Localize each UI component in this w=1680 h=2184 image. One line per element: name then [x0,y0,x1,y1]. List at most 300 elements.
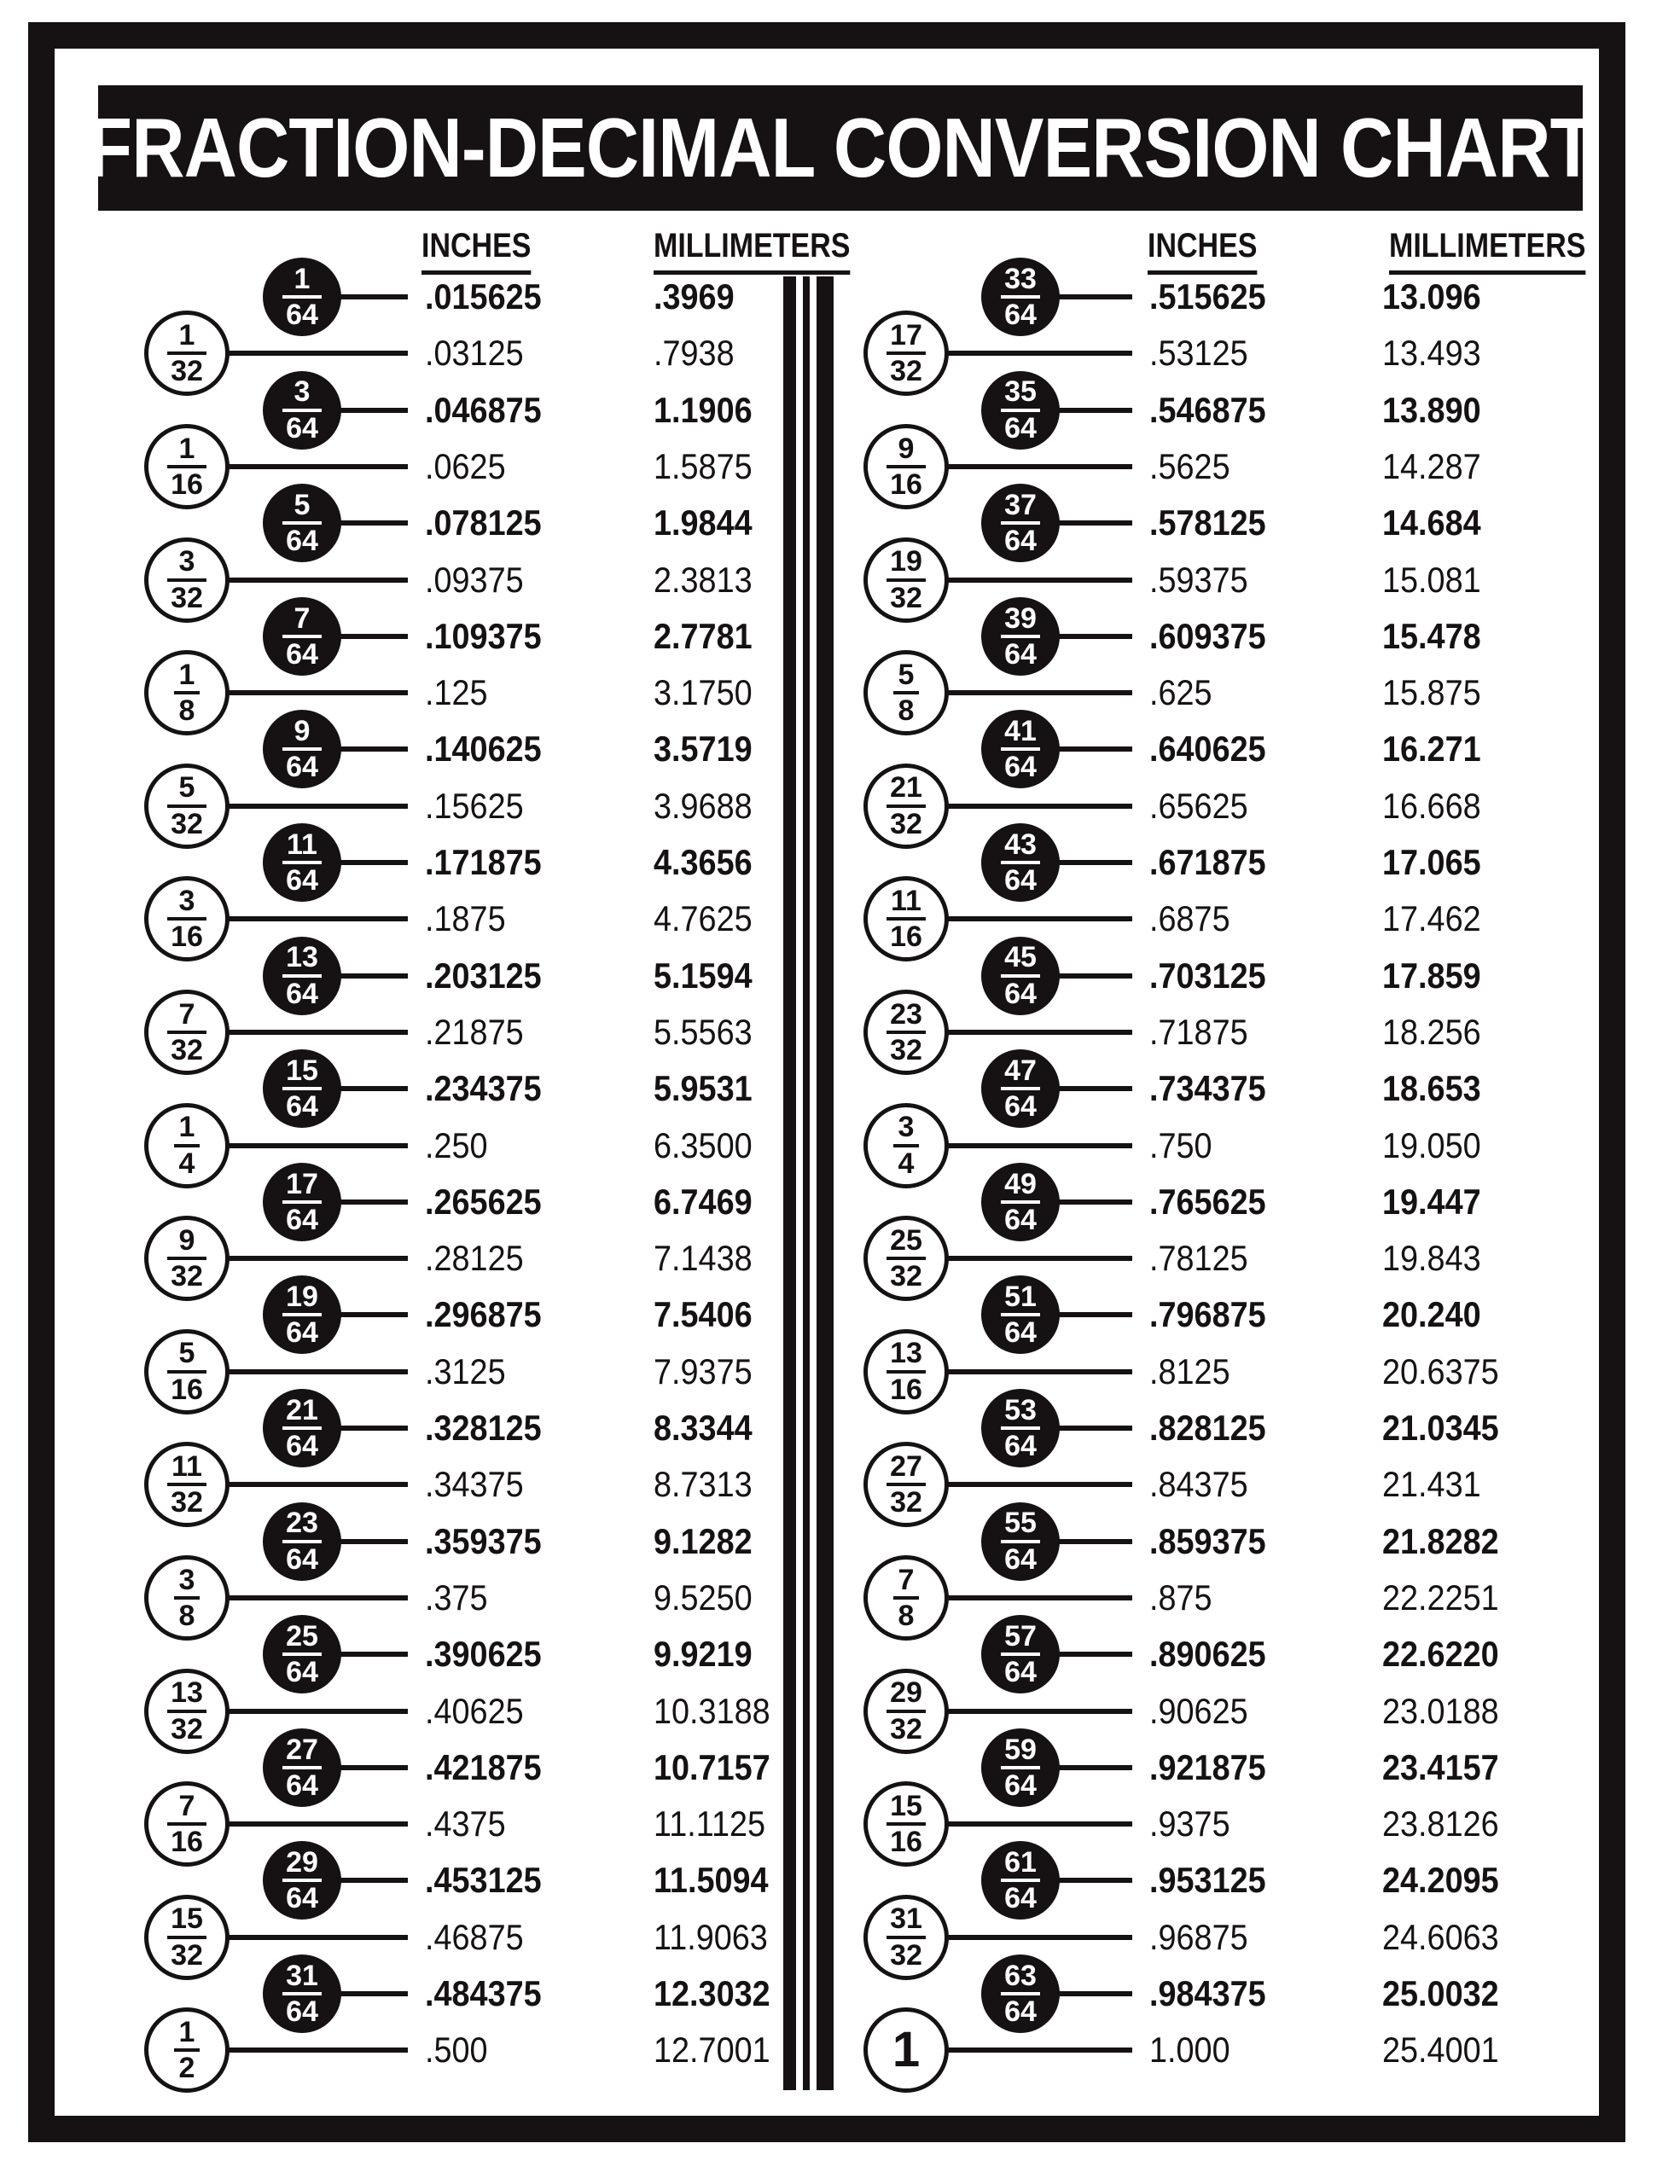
inches-value [1149,1350,1239,1393]
inches-value-text: .953125 [1149,1860,1266,1901]
mm-value-text: 14.684 [1382,502,1481,543]
fraction-badge [263,1955,341,2033]
inches-value-text: .484375 [425,1973,542,2013]
connector-line [1056,746,1132,752]
fraction-numerator: 37 [1004,488,1037,521]
inches-value [1149,502,1279,544]
fraction-numerator: 23 [286,1507,318,1540]
fraction-numerator: 29 [286,1846,318,1879]
connector-line [226,2048,408,2053]
mm-value-text: 13.096 [1382,276,1481,317]
mm-value-text: 19.447 [1382,1181,1481,1222]
mm-value [1382,1746,1512,1789]
fraction-badge [981,823,1060,902]
fraction-denominator: 64 [286,864,318,897]
fraction-badge [144,990,230,1075]
fraction-numerator: 51 [1004,1281,1037,1314]
inches-value [425,1577,495,1619]
fraction-badge [263,937,341,1015]
connector-line [945,1369,1132,1374]
fraction-denominator: 32 [171,581,203,614]
fraction-denominator: 64 [286,525,318,558]
mm-value [654,2029,783,2071]
connector-line [1056,973,1132,979]
mm-value [1382,897,1491,940]
mm-value-text: 16.271 [1382,729,1481,770]
fraction-numerator: 23 [890,997,922,1031]
mm-value-text: 15.081 [1382,559,1481,600]
fraction-badge [144,1669,230,1754]
fraction-denominator: 32 [890,807,922,840]
mm-value-text: 12.7001 [654,2030,770,2071]
millimeters-header-right [1389,227,1620,275]
mm-value-text: 13.890 [1382,389,1481,430]
inches-value-text: .40625 [425,1690,524,1731]
fraction-denominator: 64 [286,1430,318,1462]
fraction-badge [263,1841,341,1920]
connector-line [945,1595,1132,1600]
fraction-numerator: 9 [178,1223,195,1257]
fraction-badge [263,710,341,788]
fraction-denominator: 64 [1004,1656,1037,1689]
connector-line [945,578,1132,583]
inches-value [1149,445,1239,488]
inches-value [1149,1746,1279,1789]
fraction-badge [144,650,230,735]
fraction-badge [863,1781,949,1867]
inches-value [1149,841,1279,884]
inches-value [1149,389,1279,432]
inches-value [1149,276,1279,318]
inches-value [425,559,534,601]
mm-value-text: 5.5563 [654,1011,753,1052]
connector-line [338,1539,408,1544]
fraction-bar [893,1144,919,1147]
fraction-badge [263,597,341,676]
fraction-badge [144,2007,230,2093]
inches-value [425,841,555,884]
inches-value-text: .250 [425,1124,488,1165]
fraction-numerator: 25 [890,1223,922,1257]
fraction-bar [167,578,206,582]
fraction-badge [863,311,949,396]
fraction-denominator: 16 [890,468,922,501]
mm-value-text: .7938 [654,333,735,374]
fraction-badge [263,258,341,336]
inches-value [425,2029,495,2071]
inches-value [1149,1067,1279,1110]
fraction-denominator: 32 [171,1486,203,1519]
mm-value-text: 13.493 [1382,333,1481,374]
mm-value [1382,445,1491,488]
fraction-numerator: 3 [898,1111,915,1144]
inches-value-text: .53125 [1149,333,1248,374]
connector-line [1056,294,1132,299]
connector-line [1056,1086,1132,1091]
fraction-numerator: 1 [178,319,195,351]
mm-value [654,502,763,544]
fraction-numerator: 31 [890,1902,922,1936]
fraction-badge [981,1389,1060,1467]
connector-line [1056,1652,1132,1657]
fraction-numerator: 1 [294,262,311,295]
fraction-badge [981,1728,1060,1807]
inches-value-text: .34375 [425,1464,524,1505]
fraction-denominator: 64 [286,1090,318,1124]
millimeters-header-left-label: MILLIMETERS [654,227,850,275]
fraction-bar [174,1144,200,1147]
mm-value-text: 5.9531 [654,1068,753,1109]
fraction-numerator: 13 [286,941,318,974]
mm-value-text: 16.668 [1382,785,1481,826]
inches-value-text: .0625 [425,445,506,486]
fraction-numerator: 7 [898,1563,915,1596]
fraction-denominator: 4 [178,1147,195,1180]
title-bar [87,85,1595,211]
mm-value [654,1237,763,1280]
connector-line [338,746,408,752]
fraction-denominator: 32 [890,1260,922,1293]
fraction-numerator: 5 [898,658,915,691]
mm-value [654,276,743,318]
fraction-badge [981,1955,1060,2033]
inches-value-text: .8125 [1149,1350,1230,1391]
connector-line [945,1935,1132,1940]
inches-value [1149,1293,1279,1336]
mm-value [1382,1350,1512,1393]
fraction-denominator: 16 [890,1373,922,1406]
mm-value [1382,332,1491,375]
inches-value-text: .265625 [425,1181,542,1222]
mm-value-text: 23.8126 [1382,1804,1499,1844]
fraction-denominator: 64 [286,1882,318,1915]
inches-value [1149,897,1239,940]
fraction-badge [863,2007,949,2093]
fraction-numerator: 63 [1004,1959,1037,1992]
connector-line [338,634,408,639]
mm-value-text: 11.5094 [654,1860,769,1901]
fraction-numerator: 59 [1004,1733,1037,1766]
inches-value-text: .6875 [1149,898,1230,939]
inches-value [425,389,555,432]
connector-line [1056,520,1132,526]
inches-value [425,1124,495,1167]
fraction-badge [863,1555,949,1641]
fraction-badge [981,937,1060,1015]
fraction-badge [981,597,1060,676]
inches-header-left [421,227,550,275]
fraction-numerator: 3 [178,1563,195,1596]
fraction-badge [263,823,341,902]
connector-line [1056,860,1132,865]
connector-line [1056,1539,1132,1544]
fraction-denominator: 16 [171,1373,203,1406]
mm-value-text: 5.1594 [654,955,753,996]
fraction-badge [863,876,949,961]
inches-value [1149,671,1219,714]
fraction-denominator: 8 [178,1599,195,1632]
inches-value-text: .78125 [1149,1238,1248,1279]
mm-value-text: 8.3344 [654,1408,753,1448]
inches-value-text: .109375 [425,615,542,656]
inches-value-text: .750 [1149,1124,1212,1165]
connector-line [338,408,408,413]
fraction-numerator: 57 [1004,1619,1037,1653]
mm-value [1382,671,1491,714]
inches-value-text: .796875 [1149,1294,1266,1335]
fraction-badge [981,1275,1060,1354]
fraction-badge [863,1216,949,1301]
fraction-denominator: 8 [178,694,195,728]
millimeters-header-left [654,227,885,275]
connector-line [226,351,408,356]
connector-line [226,464,408,469]
fraction-numerator: 11 [891,885,921,917]
inches-value [425,1237,534,1280]
inches-value-text: .96875 [1149,1916,1248,1957]
mm-value [654,1181,763,1223]
inches-value-text: .71875 [1149,1011,1248,1052]
connector-line [945,690,1132,695]
inches-value [425,1633,555,1676]
fraction-denominator: 64 [1004,1316,1037,1350]
inches-value [425,1972,555,2015]
mm-value [654,1916,781,1959]
connector-line [945,1482,1132,1487]
connector-line [338,294,408,299]
fraction-badge [981,371,1060,450]
inches-value-text: .359375 [425,1520,542,1561]
fraction-denominator: 32 [171,807,203,840]
fraction-numerator: 1 [178,432,195,465]
connector-line [226,1369,408,1374]
fraction-numerator: 45 [1004,941,1037,974]
connector-line [1056,408,1132,413]
mm-value-text: 15.875 [1382,672,1481,713]
mm-value [654,389,763,432]
fraction-denominator: 64 [286,637,318,671]
mm-value-text: 3.1750 [654,672,753,713]
fraction-numerator: 43 [1004,828,1037,861]
inches-value-text: .734375 [1149,1068,1266,1109]
inches-value [425,332,534,375]
connector-line [226,1935,408,1940]
mm-value-text: 25.4001 [1382,2030,1499,2071]
mm-value-text: 1.5875 [654,445,753,486]
mm-value [654,615,763,658]
mm-value [1382,1463,1491,1506]
fraction-badge [981,1841,1060,1920]
inches-value [425,445,514,488]
fraction-denominator: 64 [1004,299,1037,331]
connector-line [1056,1765,1132,1770]
fraction-denominator: 64 [1004,751,1037,784]
fraction-badge [981,1163,1060,1241]
mm-value-text: 24.6063 [1382,1916,1499,1957]
fraction-bar [282,1540,322,1543]
mm-value-text: 14.287 [1382,445,1481,486]
inches-value [1149,1520,1279,1563]
fraction-denominator: 16 [171,1826,203,1859]
mm-value-text: 23.4157 [1382,1746,1499,1787]
mm-value [1382,1237,1491,1280]
mm-value-text: 17.065 [1382,842,1481,882]
mm-value [1382,502,1491,544]
fraction-numerator: 1 [178,658,195,691]
inches-value-text: .859375 [1149,1520,1266,1561]
mm-value-text: 9.9219 [654,1634,753,1675]
fraction-numerator: 35 [1004,375,1037,409]
inches-value-text: .671875 [1149,842,1266,882]
fraction-numerator: 9 [294,715,311,748]
inches-value [425,671,495,714]
mm-value-text: 21.431 [1382,1464,1481,1505]
fraction-numerator: 25 [286,1619,318,1653]
connector-line [338,1426,408,1431]
fraction-badge [981,1502,1060,1581]
connector-line [945,1143,1132,1148]
fraction-denominator: 8 [898,1599,915,1632]
connector-line [945,464,1132,469]
inches-value-text: .703125 [1149,955,1266,996]
fraction-denominator: 64 [1004,411,1037,444]
connector-line [945,916,1132,921]
fraction-numerator: 5 [178,771,195,804]
millimeters-header-right-label: MILLIMETERS [1389,227,1585,275]
fraction-denominator: 64 [286,977,318,1010]
mm-value-text: 2.7781 [654,615,753,656]
mm-value-text: 1.9844 [654,502,753,543]
mm-value [654,1011,763,1054]
fraction-badge [863,1895,949,1980]
inches-value [425,728,555,770]
inches-value [1149,1011,1259,1054]
fraction-badge [863,650,949,735]
mm-value-text: 7.5406 [654,1294,753,1335]
fraction-badge [144,1103,230,1188]
fraction-denominator: 32 [890,581,922,614]
mm-value-text: 1.1906 [654,389,753,430]
inches-value [1149,1181,1279,1223]
connector-line [226,690,408,695]
inches-value-text: .28125 [425,1238,524,1279]
fraction-numerator: 53 [1004,1393,1037,1426]
inches-value-text: .59375 [1149,559,1248,600]
fraction-denominator: 64 [286,1542,318,1576]
mm-value [1382,559,1491,601]
inches-value [425,1350,514,1393]
inches-value-text: .234375 [425,1068,542,1109]
fraction-denominator: 64 [286,751,318,784]
fraction-numerator: 39 [1004,601,1037,635]
fraction-denominator: 16 [171,468,203,501]
mm-value-text: 22.2251 [1382,1577,1499,1618]
connector-line [226,804,408,809]
mm-value [654,1520,763,1563]
connector-line [226,1256,408,1261]
fraction-denominator: 64 [1004,1882,1037,1915]
inches-value-text: .765625 [1149,1181,1266,1222]
fraction-numerator: 7 [178,1789,195,1822]
fraction-numerator: 7 [294,601,311,635]
connector-line [1056,1991,1132,1996]
mm-value [1382,1577,1512,1619]
mm-value [1382,1293,1491,1336]
fraction-badge [863,1669,949,1754]
connector-line [945,2048,1132,2053]
connector-line [226,916,408,921]
inches-value [425,1067,555,1110]
mm-value [654,1577,763,1619]
fraction-denominator: 32 [890,1938,922,1972]
fraction-badge [263,484,341,562]
fraction-numerator: 17 [286,1167,318,1200]
mm-value [1382,955,1491,997]
fraction-whole-number: 1 [892,2022,921,2078]
fraction-badge [863,537,949,623]
fraction-denominator: 64 [1004,637,1037,671]
fraction-bar [282,974,322,978]
inches-value [425,1690,534,1733]
inches-value-text: .90625 [1149,1690,1248,1731]
inches-value [425,1746,555,1789]
mm-value [654,1633,763,1676]
inches-value [1149,1124,1219,1167]
fraction-denominator: 2 [178,2052,195,2085]
connector-line [338,973,408,979]
fraction-numerator: 3 [178,885,195,917]
fraction-denominator: 32 [890,1033,922,1066]
mm-value-text: 24.2095 [1382,1860,1499,1901]
fraction-denominator: 16 [890,1826,922,1859]
connector-line [226,1143,408,1148]
connector-line [338,860,408,865]
mm-value [1382,1067,1491,1110]
inches-value-text: .875 [1149,1577,1212,1618]
connector-line [338,1878,408,1883]
inches-value-text: .328125 [425,1408,542,1448]
mm-value-text: 6.3500 [654,1124,753,1165]
fraction-denominator: 4 [898,1147,915,1180]
inches-value [425,1463,534,1506]
inches-value-text: .03125 [425,333,524,374]
fraction-badge [144,1442,230,1527]
fraction-badge [863,1103,949,1188]
inches-value [1149,1407,1279,1449]
mm-value [654,332,743,375]
inches-value-text: .500 [425,2030,488,2071]
mm-value [654,671,763,714]
inches-value [1149,1972,1279,2015]
inches-value-text: .09375 [425,559,524,600]
connector-line [338,1312,408,1317]
fraction-badge [863,990,949,1075]
fraction-denominator: 32 [171,355,203,388]
inches-value-text: .078125 [425,502,542,543]
mm-value [654,1124,763,1167]
fraction-badge [263,1049,341,1128]
fraction-badge [144,876,230,961]
inches-value [425,1916,534,1959]
mm-value [654,1407,763,1449]
fraction-numerator: 3 [178,545,195,578]
inches-header-left-label: INCHES [421,227,531,275]
inches-value [1149,1633,1279,1676]
fraction-badge [263,1163,341,1241]
fraction-badge [981,484,1060,562]
fraction-numerator: 1 [178,2016,195,2048]
inches-header-right [1148,227,1276,275]
